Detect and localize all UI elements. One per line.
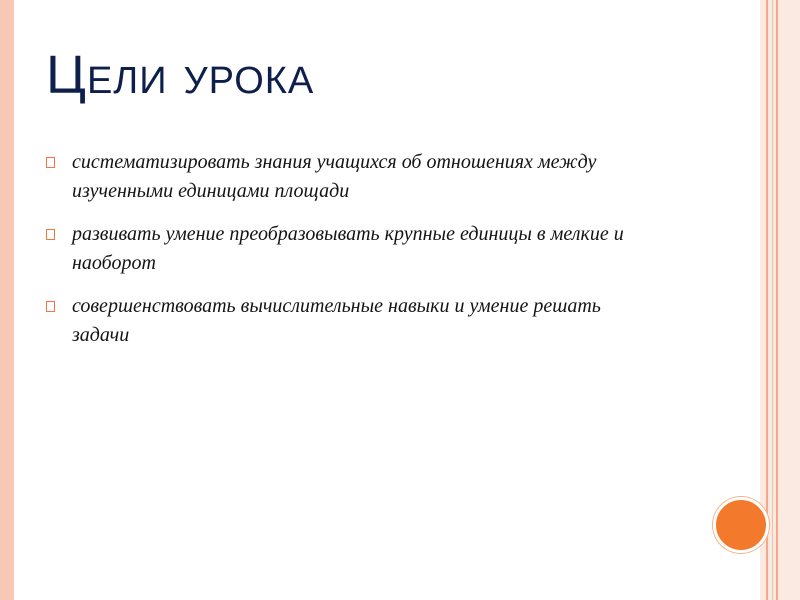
right-decorative-line — [766, 0, 768, 600]
slide-title: Цели урока — [46, 45, 315, 105]
bullet-item — [46, 292, 646, 350]
bullet-item — [46, 220, 646, 278]
bullet-text: совершенствовать вычислительные навыки и умение решать задачи — [72, 295, 601, 346]
bullet-text: развивать умение преобразовывать крупные единицы в мелкие и наоборот — [72, 223, 624, 274]
bullet-marker-icon — [46, 229, 55, 240]
bullet-list — [46, 148, 646, 364]
right-decorative-line — [772, 0, 773, 600]
right-decorative-line — [776, 0, 778, 600]
bullet-marker-icon — [46, 301, 55, 312]
bullet-marker-icon — [46, 157, 55, 168]
bullet-item — [46, 148, 646, 206]
left-decorative-band — [0, 0, 14, 600]
decorative-circle-icon — [713, 497, 769, 553]
bullet-text: систематизировать знания учащихся об отношениях между изученными единицами площади — [72, 151, 597, 202]
